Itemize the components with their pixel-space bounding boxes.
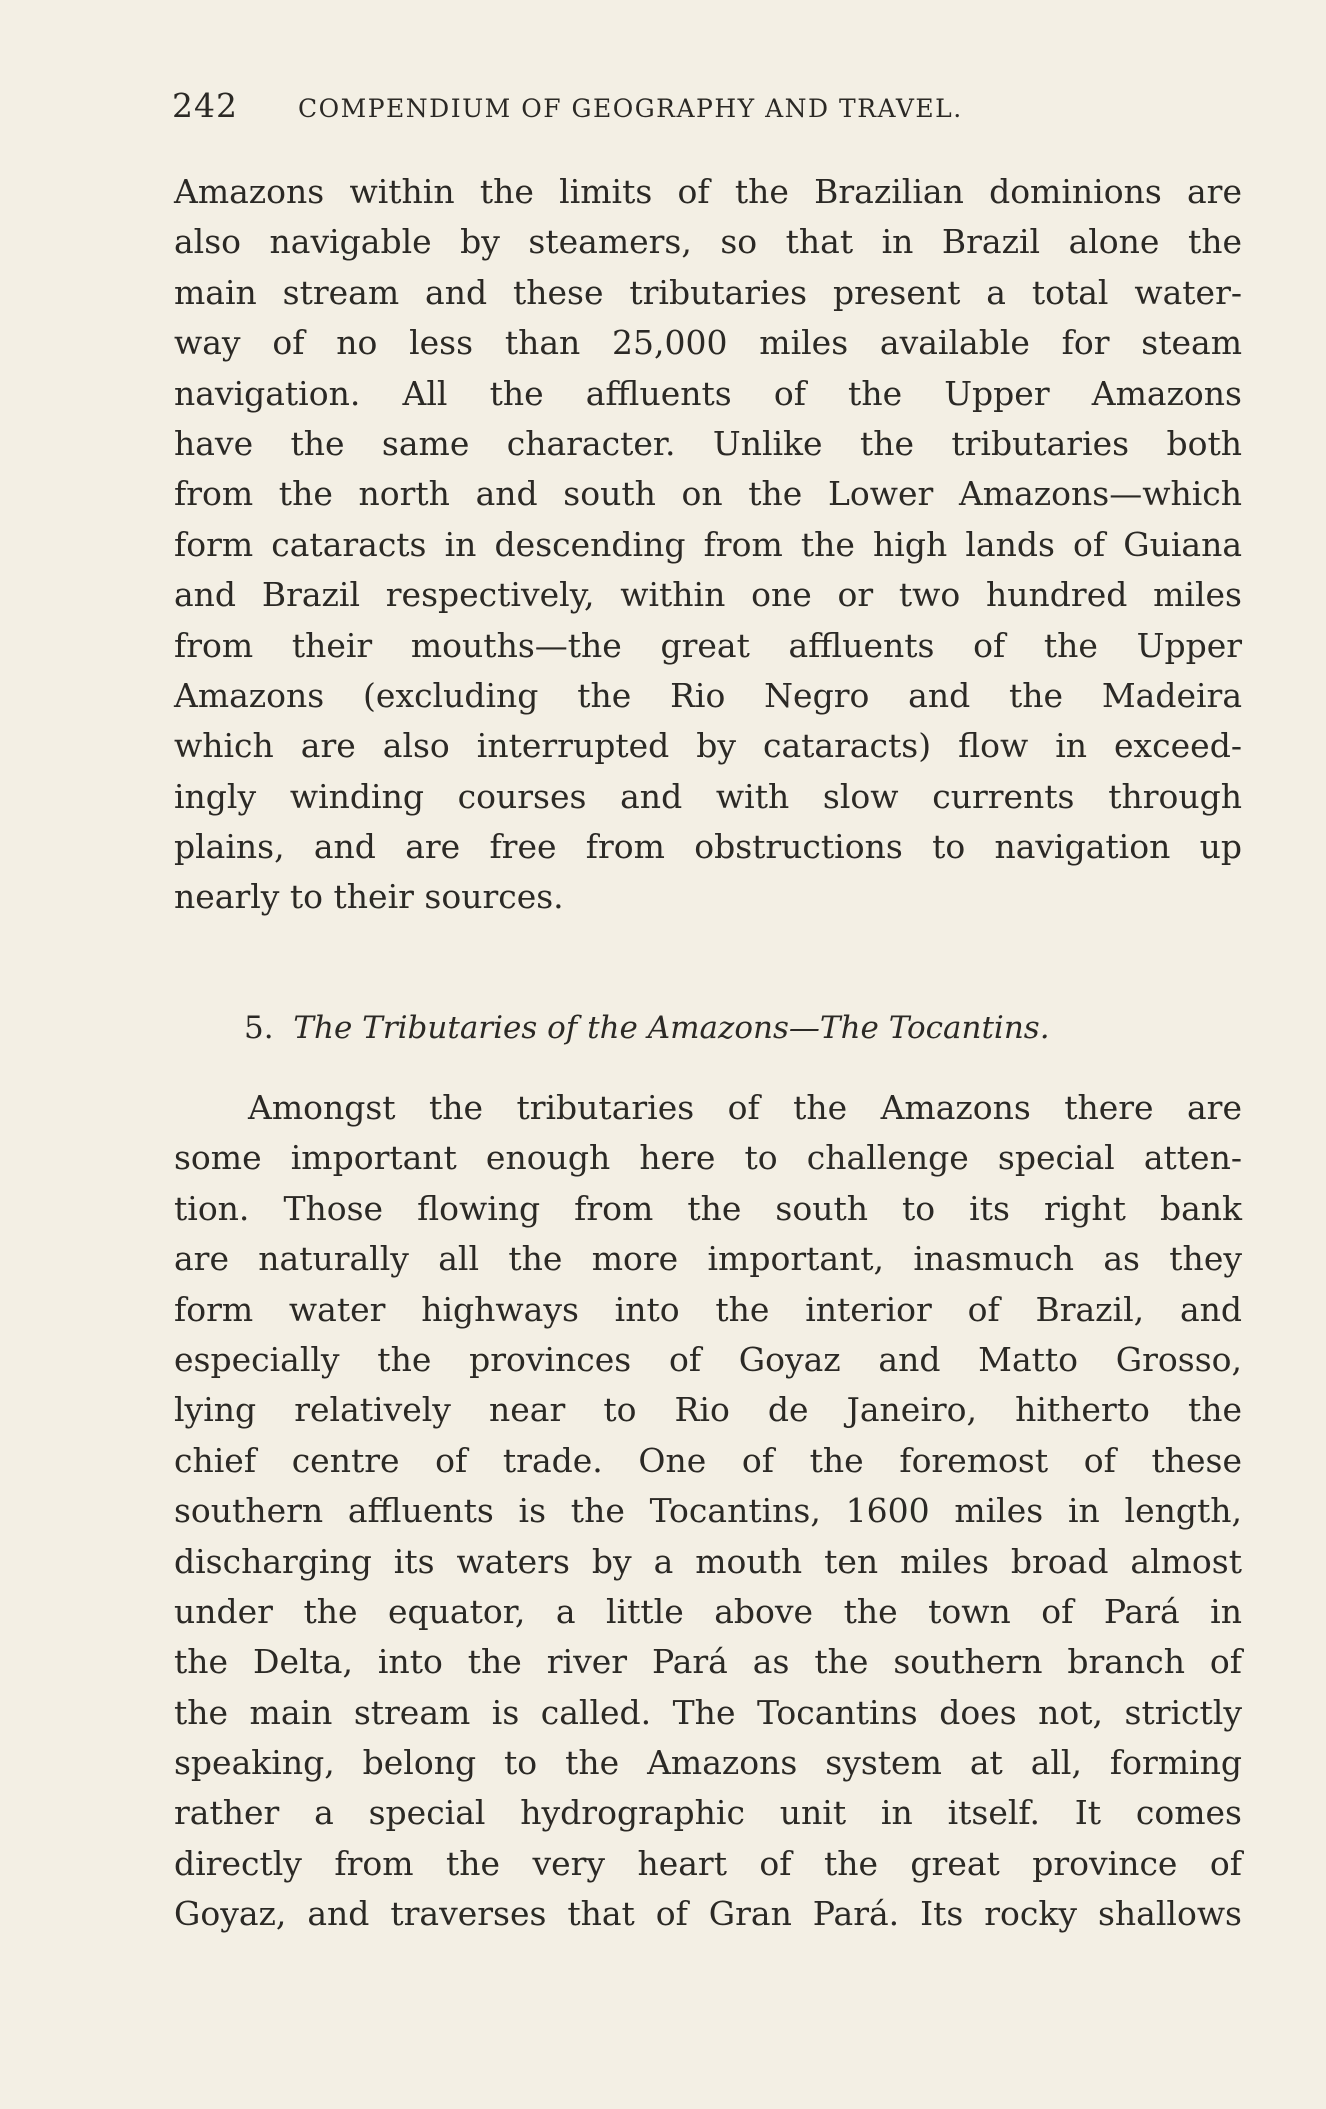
text-line: Goyaz, and traverses that of Gran Pará. Its rocky shallows [174,1894,1242,1934]
section-number: 5. [244,1010,274,1046]
text-line: Amazons within the limits of the Brazilian dominions are [174,172,1242,211]
text-line: directly from the very heart of the great province of [174,1843,1242,1883]
text-line: navigation. All the affluents of the Upper Amazons [174,373,1242,413]
text-line: lying relatively near to Rio de Janeiro, hitherto the [174,1390,1242,1430]
running-title: COMPENDIUM OF GEOGRAPHY AND TRAVEL. [298,94,963,123]
text-line: especially the provinces of Goyaz and Matto Grosso, [174,1339,1242,1379]
text-line: the main stream is called. The Tocantins does not, strictly [174,1692,1242,1732]
text-line: tion. Those flowing from the south to its right bank [174,1188,1242,1228]
text-line: also navigable by steamers, so that in Brazil alone the [174,222,1242,262]
text-line: form cataracts in descending from the high lands of Guiana [174,524,1242,564]
text-line: some important enough here to challenge special atten- [174,1138,1242,1178]
paragraph-tocantins [174,1083,1242,1940]
text-line: from the north and south on the Lower Amazons—which [174,474,1242,514]
text-line: southern affluents is the Tocantins, 1600 miles in length, [174,1491,1242,1531]
page-number: 242 [172,86,238,125]
text-line: way of no less than 25,000 miles available for steam [174,323,1242,363]
text-line: nearly to their sources. [174,877,564,917]
text-line: from their mouths—the great affluents of the Upper [174,625,1242,665]
section-heading [244,1003,1244,1053]
text-line: Amazons (excluding the Rio Negro and the Madeira [174,675,1242,715]
text-line: plains, and are free from obstructions to navigation up [174,827,1242,867]
page-header [172,86,1072,136]
text-line: speaking, belong to the Amazons system at all, forming [174,1743,1242,1783]
text-line: Amongst the tributaries of the Amazons there are [248,1088,1242,1127]
text-line: discharging its waters by a mouth ten miles broad almost [174,1541,1242,1581]
text-line: ingly winding courses and with slow currents through [174,776,1242,816]
text-line: form water highways into the interior of Brazil, and [174,1289,1242,1329]
text-line: main stream and these tributaries present a total water- [174,272,1242,312]
text-line: which are also interrupted by cataracts) flow in exceed- [174,726,1242,766]
text-line: chief centre of trade. One of the foremost of these [174,1440,1242,1480]
text-line: have the same character. Unlike the tributaries both [174,423,1242,463]
section-title: The Tributaries of the Amazons—The Tocantins. [293,1010,1050,1046]
text-line: are naturally all the more important, inasmuch as they [174,1239,1242,1279]
text-line: under the equator, a little above the town of Pará in [174,1591,1242,1631]
text-line: the Delta, into the river Pará as the southern branch of [174,1642,1242,1682]
text-line: rather a special hydrographic unit in itself. It comes [174,1793,1242,1833]
text-line: and Brazil respectively, within one or two hundred miles [174,575,1242,615]
paragraph-continued [174,167,1242,923]
